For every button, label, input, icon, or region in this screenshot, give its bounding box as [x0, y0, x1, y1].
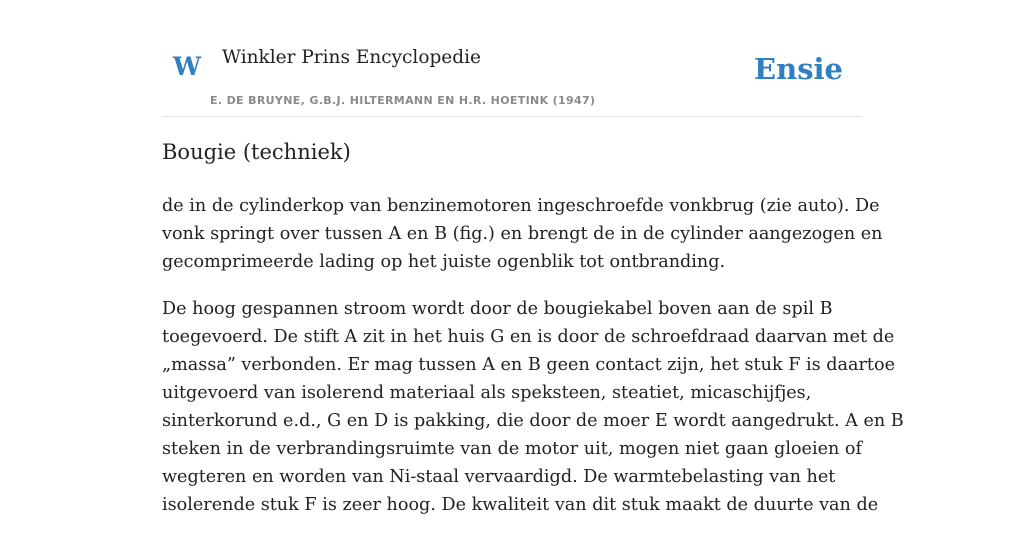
paragraph-line: steken in de verbrandingsruimte van de motor uit, mogen niet gaan gloeien of — [162, 439, 863, 459]
paragraph-line: isolerende stuk F is zeer hoog. De kwaliteit van dit stuk maakt de duurte van de — [162, 495, 879, 515]
paragraph-line: De hoog gespannen stroom wordt door de bougiekabel boven aan de spil B — [162, 299, 833, 319]
publication-authors: E. DE BRUYNE, G.B.J. HILTERMANN EN H.R. HOETINK (1947) — [210, 94, 596, 107]
brand-logo[interactable]: Ensie — [754, 52, 843, 86]
page-container — [162, 0, 904, 515]
paragraph-line: „massa” verbonden. Er mag tussen A en B geen contact zijn, het stuk F is daartoe — [162, 355, 895, 375]
article-paragraph — [162, 295, 904, 519]
paragraph-line: de in de cylinderkop van benzinemotoren ingeschroefde vonkbrug (zie auto). De — [162, 196, 880, 216]
paragraph-line: vonk springt over tussen A en B (fig.) en brengt de in de cylinder aangezogen en — [162, 224, 883, 244]
paragraph-line: gecomprimeerde lading op het juiste ogenblik tot ontbranding. — [162, 252, 726, 272]
publication-title[interactable]: Winkler Prins Encyclopedie — [222, 47, 481, 68]
paragraph-line: sinterkorund e.d., G en D is pakking, die door de moer E wordt aangedrukt. A en B — [162, 411, 904, 431]
header — [162, 0, 862, 117]
article-body — [162, 192, 904, 538]
paragraph-line: wegteren en worden van Ni-staal vervaardigd. De warmtebelasting van het — [162, 467, 836, 487]
publication-logo[interactable]: W — [173, 52, 202, 81]
paragraph-line: uitgevoerd van isolerend materiaal als speksteen, steatiet, micaschijfjes, — [162, 383, 812, 403]
paragraph-line: toegevoerd. De stift A zit in het huis G en is door de schroefdraad daarvan met de — [162, 327, 895, 347]
article-paragraph — [162, 192, 883, 276]
article-title: Bougie (techniek) — [162, 140, 351, 164]
